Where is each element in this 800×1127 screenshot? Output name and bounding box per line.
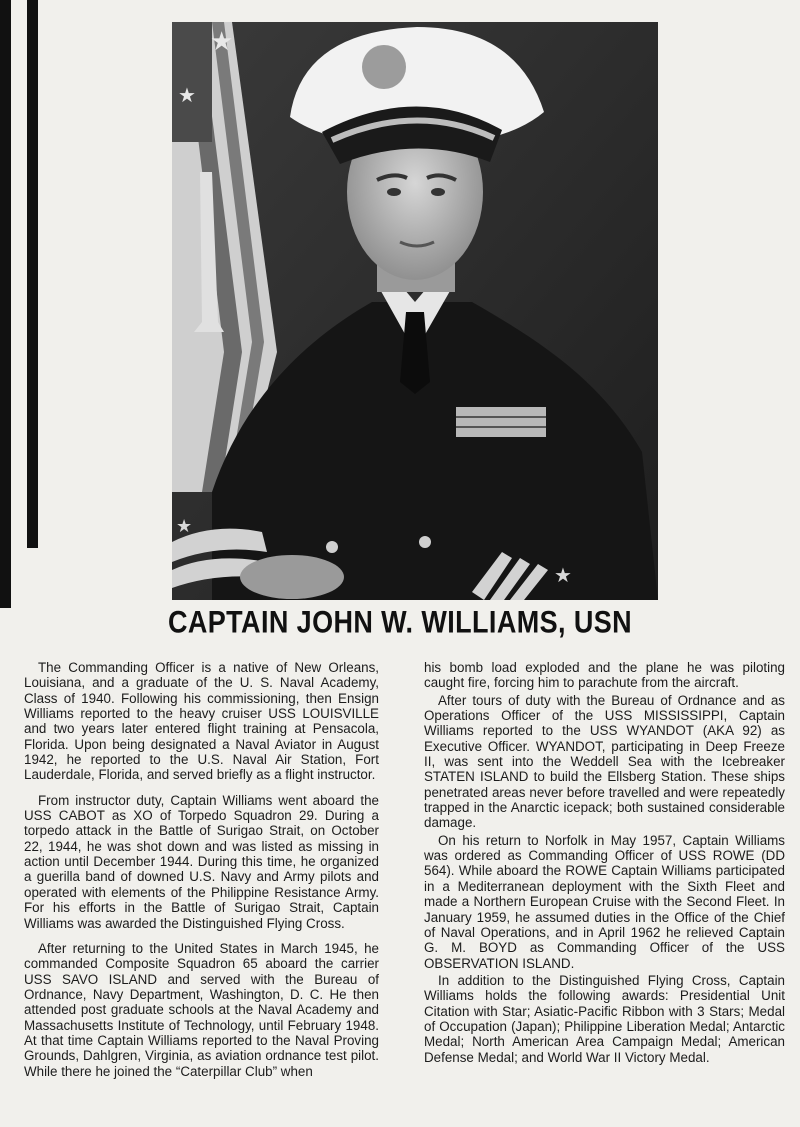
- bio-paragraph: In addition to the Distinguished Flying Cross, Captain Williams holds the following awards: Presidential Unit Citation with Star; Asiatic-Pacific Ribbon with 3 Stars; Medal of Occupation (Japan); Philippine Liberation Medal; Antarctic Medal; North American Area Campaign Medal; American Defense Medal; and World War II Victory Medal.: [424, 972, 785, 1065]
- bio-paragraph: After returning to the United States in March 1945, he commanded Composite Squadron 65 aboard the carrier USS SAVO ISLAND and served with the Bureau of Ordnance, Navy Department, Washington, D. C. He then attended post graduate schools at the Naval Academy and Massachusetts Institute of Technology, until February 1948. At that time Captain Williams reported to the Naval Proving Grounds, Dahlgren, Virginia, as aviation ordnance test pilot. While there he joined the “Caterpillar Club” when: [24, 940, 379, 1079]
- bio-paragraph: The Commanding Officer is a native of New Orleans, Louisiana, and a graduate of the U. S. Naval Academy, Class of 1940. Following his commissioning, then Ensign Williams reported to the heavy cruiser USS LOUISVILLE and two years later entered flight training at Pensacola, Florida. Upon being designated a Naval Aviator in August 1942, he reported to the U.S. Naval Air Station, Fort Lauderdale, Florida, and served briefly as a flight instructor.: [24, 660, 379, 783]
- left-column: [24, 660, 379, 1079]
- svg-text:★: ★: [178, 83, 196, 107]
- left-edge-bar: [0, 0, 11, 608]
- svg-text:★: ★: [176, 516, 193, 537]
- bio-paragraph: After tours of duty with the Bureau of Ordnance and as Operations Officer of the USS MISSISSIPPI, Captain Williams reported to the USS WYANDOT (AKA 92) as Executive Officer. WYANDOT, participating in Deep Freeze II, was sent into the Weddell Sea with the Icebreaker STATEN ISLAND to build the Ellsberg Station. These ships penetrated areas never before travelled and were repeatedly trapped in the Anarctic icepack; both sustained considerable damage.: [424, 692, 785, 831]
- portrait-photo: [172, 22, 658, 600]
- svg-text:★: ★: [210, 27, 234, 57]
- page-title: CAPTAIN JOHN W. WILLIAMS, USN: [167, 604, 633, 640]
- bio-paragraph: On his return to Norfolk in May 1957, Captain Williams was ordered as Commanding Officer of USS ROWE (DD 564). While aboard the ROWE Captain Williams participated in a Mediterranean deployment with the Sixth Fleet and made a Northern European Cruise with the Second Fleet. In January 1959, he assumed duties in the Office of the Chief of Naval Operations, and in April 1962 he relieved Captain G. M. BOYD as Commanding Officer of the USS OBSERVATION ISLAND.: [424, 832, 785, 971]
- left-edge-bar-inner: [27, 0, 38, 548]
- bio-paragraph: his bomb load exploded and the plane he was piloting caught fire, forcing him to parachute from the aircraft.: [424, 660, 785, 691]
- bio-paragraph: From instructor duty, Captain Williams went aboard the USS CABOT as XO of Torpedo Squadron 29. During a torpedo attack in the Battle of Surigao Strait, on October 22, 1944, he was shot down and was listed as missing in action until December 1944. During this time, he organized a guerilla band of downed U.S. Navy and Army pilots and operated with elements of the Philippine Resistance Army. For his efforts in the Battle of Surigao Strait, Captain Williams was awarded the Distinguished Flying Cross.: [24, 792, 379, 931]
- right-column: [424, 660, 785, 1065]
- svg-text:★: ★: [554, 563, 572, 587]
